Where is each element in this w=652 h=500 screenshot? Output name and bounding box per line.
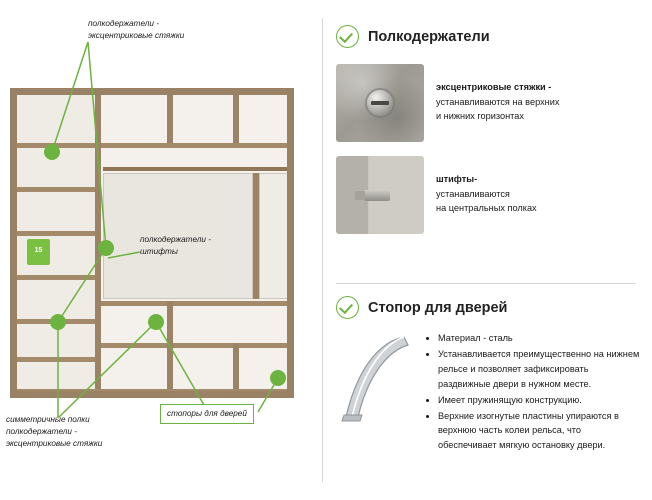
wardrobe-shelf (101, 301, 294, 306)
callout-line: симметричные полки (6, 415, 90, 424)
door-stopper-shape-icon (336, 331, 416, 423)
check-circle-icon (336, 25, 359, 48)
marker-dot-eccentric-bottom (50, 314, 66, 330)
cam-lock-icon (367, 90, 393, 116)
marker-dot-symmetric-shelf (148, 314, 164, 330)
wardrobe-diagram-panel (0, 0, 322, 500)
wardrobe-shelf (101, 143, 294, 148)
door-stopper-illustration (336, 331, 416, 419)
panel-divider-vertical (322, 18, 323, 482)
wardrobe-shelf (17, 187, 95, 192)
callout-line: стопоры для дверей (167, 409, 247, 418)
item-text (436, 156, 537, 216)
callout-line: эксцентриковые стяжки (88, 30, 185, 40)
section-title: Стопор для дверей (368, 299, 508, 316)
weight-sticker-value: 15 (34, 247, 43, 254)
section-door-stopper (336, 296, 642, 454)
bullet-item: • Материал - сталь (438, 331, 642, 346)
marker-dot-pin-middle (98, 240, 114, 256)
wardrobe-shelf (101, 343, 294, 348)
callout-box-door-stoppers (160, 404, 254, 424)
callout-line: полкодержатели - (140, 235, 211, 244)
section-shelf-holders (336, 25, 636, 234)
cam-lock-photo (336, 64, 424, 142)
shelf-pin-photo (336, 156, 424, 234)
callout-line: штифты (140, 246, 178, 256)
item-line: устанавливаются на верхних (436, 96, 560, 107)
section-header (336, 296, 642, 319)
info-panel (336, 0, 652, 500)
shelf-pin-icon (364, 190, 390, 201)
check-circle-icon (336, 296, 359, 319)
bullet-item: • Верхние изогнутые пластины упираются в верхнюю часть колеи рельса, что обеспечивает мягкую остановку двери. (438, 409, 642, 454)
callout-line: полкодержатели - (6, 426, 77, 436)
item-line: устанавливаются (436, 188, 510, 199)
wardrobe-hanging-rail (103, 167, 294, 171)
wardrobe-shelf (17, 357, 95, 362)
wardrobe-shelf (17, 275, 95, 280)
marker-dot-door-stopper (270, 370, 286, 386)
marker-dot-eccentric-top (44, 144, 60, 160)
callout-symmetric-shelves (6, 414, 156, 450)
callout-line: эксцентриковые стяжки (6, 438, 103, 448)
item-eccentric-cam (336, 64, 636, 142)
item-shelf-pin (336, 156, 636, 234)
door-stopper-content (336, 331, 642, 454)
item-text (436, 64, 559, 124)
bullet-item: • Имеет пружинящую конструкцию. (438, 393, 642, 408)
wardrobe-divider-2 (167, 95, 173, 143)
wardrobe-divider-5 (167, 301, 173, 395)
item-line: на центральных полках (436, 203, 537, 214)
weight-sticker (27, 239, 50, 265)
section-header (336, 25, 636, 48)
door-stopper-bullets (424, 331, 642, 454)
section-title: Полкодержатели (368, 28, 490, 45)
wardrobe-divider-3 (233, 95, 239, 143)
callout-shelf-holders-top (88, 18, 228, 42)
wardrobe-divider-6 (233, 343, 239, 395)
callout-shelf-holders-pins (140, 234, 270, 258)
bullet-item: • Устанавливается преимущественно на нижнем рельсе и позволяет зафиксировать раздвижные двери в нужном месте. (438, 347, 642, 392)
item-heading: штифты- (436, 174, 478, 184)
callout-line: полкодержатели - (88, 19, 159, 28)
item-line: и нижних горизонтах (436, 111, 524, 122)
wardrobe-shelf (17, 231, 95, 236)
item-heading: эксцентриковые стяжки - (436, 82, 552, 92)
wardrobe-base-shelf (17, 389, 294, 394)
